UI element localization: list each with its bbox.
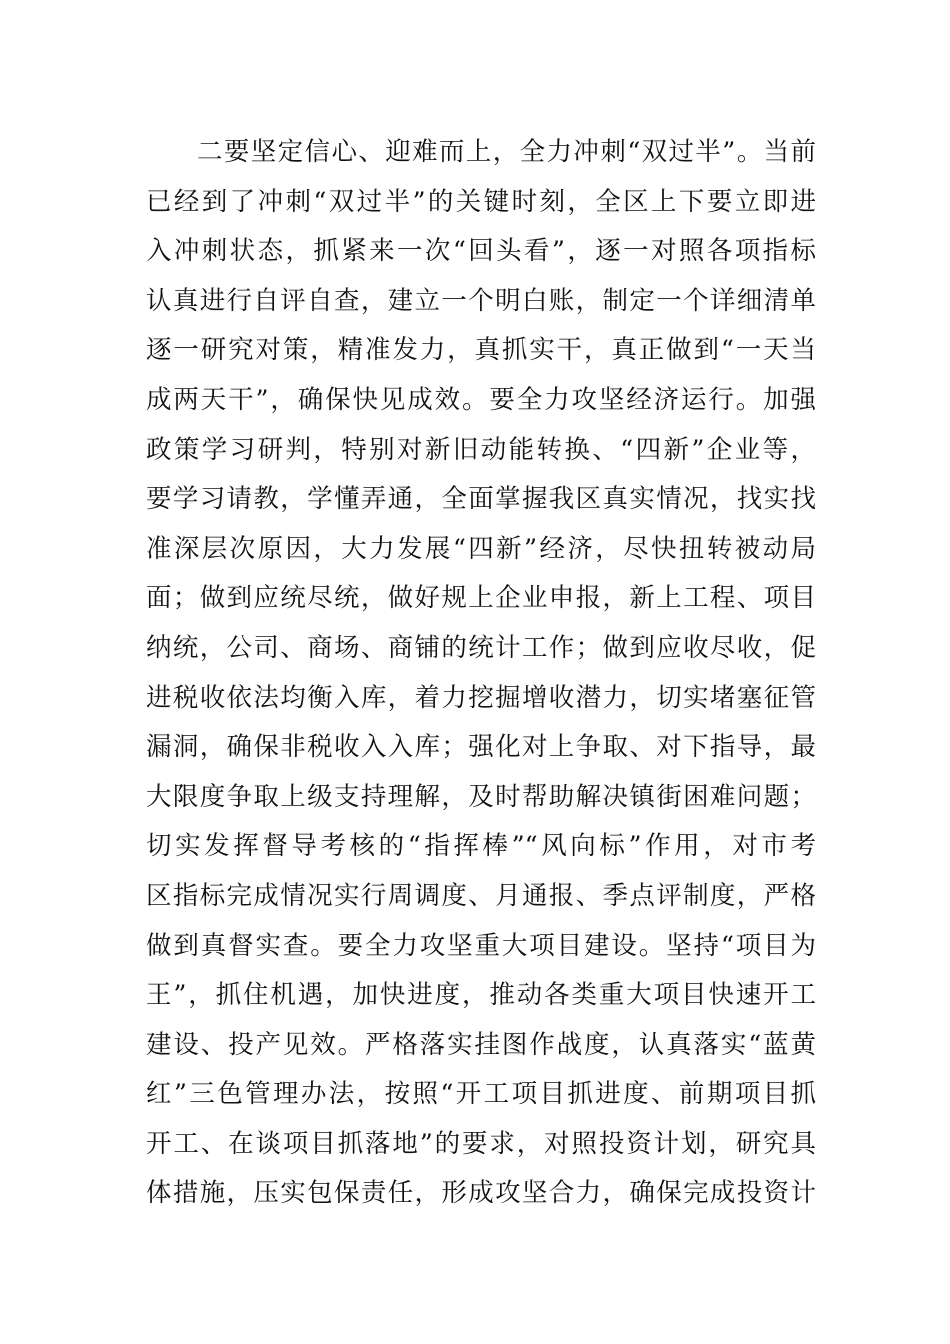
paragraph-line: 建设、投产见效。严格落实挂图作战度，认真落实“蓝黄: [146, 1029, 816, 1060]
paragraph-line: 入冲刺状态，抓紧来一次“回头看”，逐一对照各项指标: [146, 236, 816, 267]
paragraph-line: 纳统，公司、商场、商铺的统计工作；做到应收尽收，促: [146, 632, 816, 663]
body-paragraph: [146, 128, 816, 1219]
paragraph-line: 逐一研究对策，精准发力，真抓实干，真正做到“一天当: [146, 335, 816, 366]
paragraph-line: 进税收依法均衡入库，着力挖掘增收潜力，切实堵塞征管: [146, 682, 816, 713]
paragraph-line: 准深层次原因，大力发展“四新”经济，尽快扭转被动局: [146, 533, 816, 564]
paragraph-line: 已经到了冲刺“双过半”的关键时刻，全区上下要立即进: [146, 186, 816, 217]
paragraph-line: 二要坚定信心、迎难而上，全力冲刺“双过半”。当前: [197, 137, 816, 167]
paragraph-line: 王”，抓住机遇，加快进度，推动各类重大项目快速开工: [146, 980, 816, 1011]
paragraph-line: 要学习请教，学懂弄通，全面掌握我区真实情况，找实找: [146, 484, 816, 515]
paragraph-line: 漏洞，确保非税收入入库；强化对上争取、对下指导，最: [146, 732, 816, 763]
paragraph-line: 认真进行自评自查，建立一个明白账，制定一个详细清单: [146, 285, 816, 316]
paragraph-line: 开工、在谈项目抓落地”的要求，对照投资计划，研究具: [146, 1128, 816, 1159]
paragraph-line: 体措施，压实包保责任，形成攻坚合力，确保完成投资计: [146, 1178, 816, 1209]
paragraph-line: 做到真督实查。要全力攻坚重大项目建设。坚持“项目为: [146, 930, 816, 961]
paragraph-line: 成两天干”，确保快见成效。要全力攻坚经济运行。加强: [146, 384, 816, 415]
paragraph-line: 红”三色管理办法，按照“开工项目抓进度、前期项目抓: [146, 1079, 816, 1110]
paragraph-line: 面；做到应统尽统，做好规上企业申报，新上工程、项目: [146, 583, 816, 614]
paragraph-line: 大限度争取上级支持理解，及时帮助解决镇街困难问题；: [146, 781, 816, 812]
paragraph-line: 政策学习研判，特别对新旧动能转换、“四新”企业等，: [146, 434, 816, 465]
paragraph-line: 切实发挥督导考核的“指挥棒”“风向标”作用，对市考: [146, 831, 816, 862]
paragraph-line: 区指标完成情况实行周调度、月通报、季点评制度，严格: [146, 880, 816, 911]
